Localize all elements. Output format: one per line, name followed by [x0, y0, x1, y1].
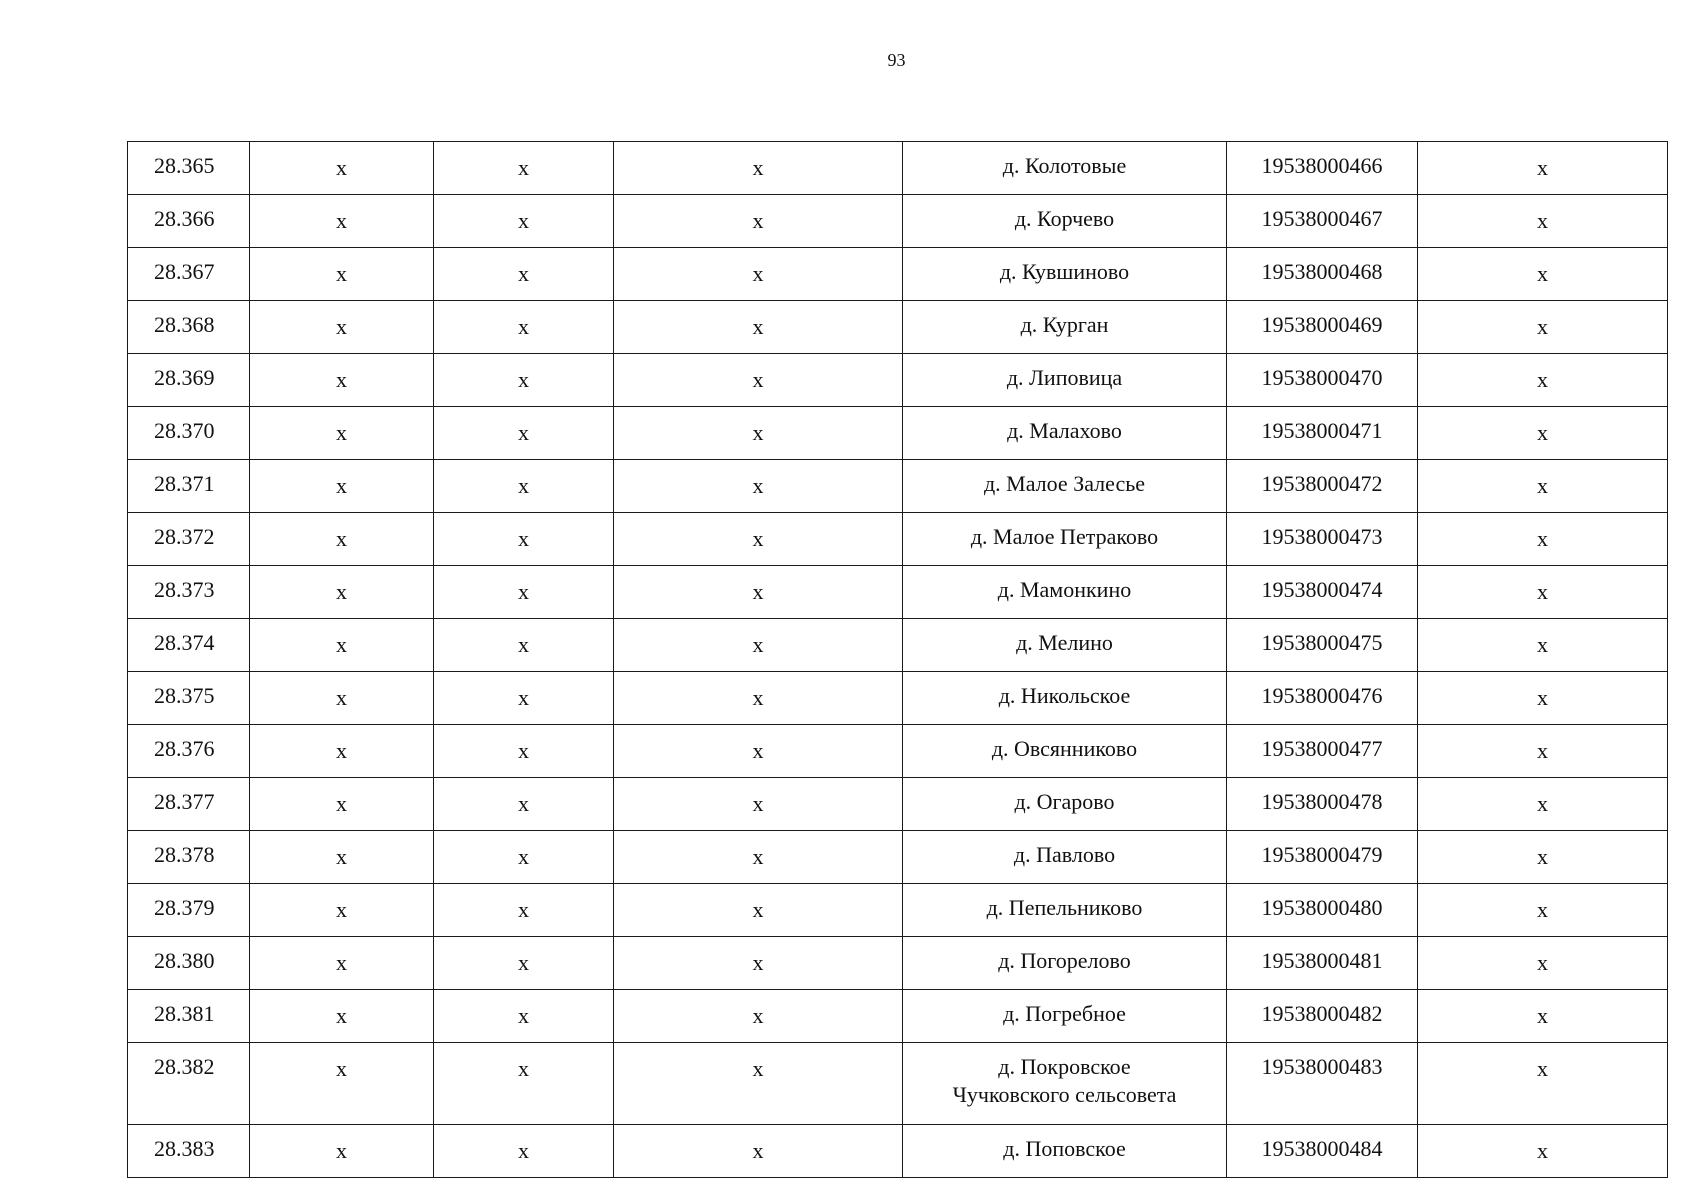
empty-mark: x — [250, 195, 434, 248]
empty-mark: x — [434, 725, 614, 778]
settlement-name: д. Погорелово — [903, 937, 1227, 990]
table-row — [128, 672, 1668, 725]
empty-mark: x — [1418, 248, 1668, 301]
empty-mark: x — [250, 248, 434, 301]
empty-mark: x — [614, 831, 903, 884]
empty-mark: x — [434, 407, 614, 460]
table-row — [128, 1043, 1668, 1125]
empty-mark: x — [614, 301, 903, 354]
table-row — [128, 460, 1668, 513]
empty-mark: x — [614, 407, 903, 460]
row-number: 28.378 — [128, 831, 250, 884]
oktmo-code: 19538000472 — [1227, 460, 1418, 513]
empty-mark: x — [614, 513, 903, 566]
empty-mark: x — [614, 619, 903, 672]
row-number: 28.368 — [128, 301, 250, 354]
empty-mark: x — [250, 301, 434, 354]
empty-mark: x — [434, 513, 614, 566]
empty-mark: x — [434, 566, 614, 619]
oktmo-code: 19538000484 — [1227, 1125, 1418, 1178]
settlement-name: д. Колотовые — [903, 142, 1227, 195]
table-row — [128, 990, 1668, 1043]
empty-mark: x — [614, 1125, 903, 1178]
empty-mark: x — [434, 990, 614, 1043]
empty-mark: x — [250, 1125, 434, 1178]
row-number: 28.371 — [128, 460, 250, 513]
oktmo-code: 19538000473 — [1227, 513, 1418, 566]
settlement-name: д. Погребное — [903, 990, 1227, 1043]
empty-mark: x — [434, 1043, 614, 1125]
row-number: 28.369 — [128, 354, 250, 407]
settlement-name: д. Мамонкино — [903, 566, 1227, 619]
oktmo-code: 19538000478 — [1227, 778, 1418, 831]
settlement-name: д. Павлово — [903, 831, 1227, 884]
settlement-name: д. Малахово — [903, 407, 1227, 460]
oktmo-code: 19538000474 — [1227, 566, 1418, 619]
page-number: 93 — [887, 50, 906, 70]
empty-mark: x — [614, 1043, 903, 1125]
empty-mark: x — [434, 248, 614, 301]
empty-mark: x — [434, 1125, 614, 1178]
table-row — [128, 778, 1668, 831]
settlement-name — [903, 1043, 1227, 1125]
oktmo-code: 19538000476 — [1227, 672, 1418, 725]
empty-mark: x — [1418, 407, 1668, 460]
empty-mark: x — [250, 354, 434, 407]
empty-mark: x — [434, 142, 614, 195]
empty-mark: x — [1418, 513, 1668, 566]
empty-mark: x — [434, 778, 614, 831]
row-number: 28.373 — [128, 566, 250, 619]
empty-mark: x — [250, 142, 434, 195]
empty-mark: x — [1418, 937, 1668, 990]
table-body — [128, 142, 1668, 1178]
empty-mark: x — [434, 619, 614, 672]
row-number: 28.382 — [128, 1043, 250, 1125]
table-row — [128, 301, 1668, 354]
empty-mark: x — [614, 937, 903, 990]
row-number: 28.370 — [128, 407, 250, 460]
row-number: 28.377 — [128, 778, 250, 831]
empty-mark: x — [614, 195, 903, 248]
empty-mark: x — [1418, 460, 1668, 513]
empty-mark: x — [1418, 884, 1668, 937]
settlement-name: д. Липовица — [903, 354, 1227, 407]
empty-mark: x — [250, 990, 434, 1043]
empty-mark: x — [614, 884, 903, 937]
oktmo-code: 19538000471 — [1227, 407, 1418, 460]
oktmo-code: 19538000483 — [1227, 1043, 1418, 1125]
oktmo-code: 19538000480 — [1227, 884, 1418, 937]
oktmo-code: 19538000469 — [1227, 301, 1418, 354]
empty-mark: x — [250, 831, 434, 884]
table-row — [128, 1125, 1668, 1178]
empty-mark: x — [250, 725, 434, 778]
oktmo-code: 19538000466 — [1227, 142, 1418, 195]
empty-mark: x — [614, 460, 903, 513]
empty-mark: x — [1418, 990, 1668, 1043]
empty-mark: x — [1418, 566, 1668, 619]
row-number: 28.375 — [128, 672, 250, 725]
empty-mark: x — [614, 778, 903, 831]
table-row — [128, 619, 1668, 672]
table-row — [128, 195, 1668, 248]
settlement-name: д. Поповское — [903, 1125, 1227, 1178]
empty-mark: x — [250, 1043, 434, 1125]
empty-mark: x — [1418, 831, 1668, 884]
empty-mark: x — [1418, 301, 1668, 354]
empty-mark: x — [250, 460, 434, 513]
oktmo-code: 19538000468 — [1227, 248, 1418, 301]
empty-mark: x — [250, 937, 434, 990]
oktmo-code: 19538000482 — [1227, 990, 1418, 1043]
table-row — [128, 566, 1668, 619]
settlement-name: д. Огарово — [903, 778, 1227, 831]
empty-mark: x — [614, 248, 903, 301]
settlement-name: д. Малое Залесье — [903, 460, 1227, 513]
empty-mark: x — [614, 354, 903, 407]
empty-mark: x — [1418, 725, 1668, 778]
empty-mark: x — [434, 672, 614, 725]
table-row — [128, 407, 1668, 460]
table-row — [128, 831, 1668, 884]
table-row — [128, 248, 1668, 301]
settlement-name: д. Мелино — [903, 619, 1227, 672]
empty-mark: x — [1418, 672, 1668, 725]
settlement-name: д. Курган — [903, 301, 1227, 354]
row-number: 28.365 — [128, 142, 250, 195]
row-number: 28.381 — [128, 990, 250, 1043]
empty-mark: x — [250, 566, 434, 619]
oktmo-code: 19538000470 — [1227, 354, 1418, 407]
settlement-name: д. Кувшиново — [903, 248, 1227, 301]
empty-mark: x — [1418, 142, 1668, 195]
table-row — [128, 354, 1668, 407]
empty-mark: x — [1418, 778, 1668, 831]
settlement-name: д. Никольское — [903, 672, 1227, 725]
empty-mark: x — [1418, 195, 1668, 248]
empty-mark: x — [434, 937, 614, 990]
empty-mark: x — [614, 990, 903, 1043]
empty-mark: x — [1418, 619, 1668, 672]
row-number: 28.367 — [128, 248, 250, 301]
empty-mark: x — [434, 884, 614, 937]
empty-mark: x — [1418, 1043, 1668, 1125]
empty-mark: x — [434, 831, 614, 884]
oktmo-code: 19538000467 — [1227, 195, 1418, 248]
row-number: 28.376 — [128, 725, 250, 778]
table-row — [128, 725, 1668, 778]
table-row — [128, 937, 1668, 990]
empty-mark: x — [614, 672, 903, 725]
oktmo-code: 19538000477 — [1227, 725, 1418, 778]
empty-mark: x — [434, 460, 614, 513]
row-number: 28.366 — [128, 195, 250, 248]
empty-mark: x — [250, 672, 434, 725]
settlement-name: д. Пепельниково — [903, 884, 1227, 937]
settlement-name-line-1: д. Покровское — [998, 1054, 1131, 1079]
empty-mark: x — [250, 619, 434, 672]
empty-mark: x — [614, 725, 903, 778]
empty-mark: x — [250, 884, 434, 937]
row-number: 28.379 — [128, 884, 250, 937]
oktmo-code: 19538000479 — [1227, 831, 1418, 884]
settlements-table — [127, 141, 1668, 1178]
row-number: 28.380 — [128, 937, 250, 990]
empty-mark: x — [434, 195, 614, 248]
empty-mark: x — [1418, 1125, 1668, 1178]
row-number: 28.383 — [128, 1125, 250, 1178]
empty-mark: x — [1418, 354, 1668, 407]
empty-mark: x — [250, 778, 434, 831]
table-row — [128, 513, 1668, 566]
row-number: 28.374 — [128, 619, 250, 672]
table-row — [128, 884, 1668, 937]
settlement-name: д. Корчево — [903, 195, 1227, 248]
empty-mark: x — [614, 566, 903, 619]
row-number: 28.372 — [128, 513, 250, 566]
empty-mark: x — [614, 142, 903, 195]
settlement-name: д. Малое Петраково — [903, 513, 1227, 566]
empty-mark: x — [250, 513, 434, 566]
table-row — [128, 142, 1668, 195]
empty-mark: x — [434, 301, 614, 354]
settlement-name: д. Овсянниково — [903, 725, 1227, 778]
empty-mark: x — [250, 407, 434, 460]
oktmo-code: 19538000475 — [1227, 619, 1418, 672]
empty-mark: x — [434, 354, 614, 407]
settlement-name-line-2: Чучковского сельсовета — [952, 1082, 1177, 1107]
oktmo-code: 19538000481 — [1227, 937, 1418, 990]
